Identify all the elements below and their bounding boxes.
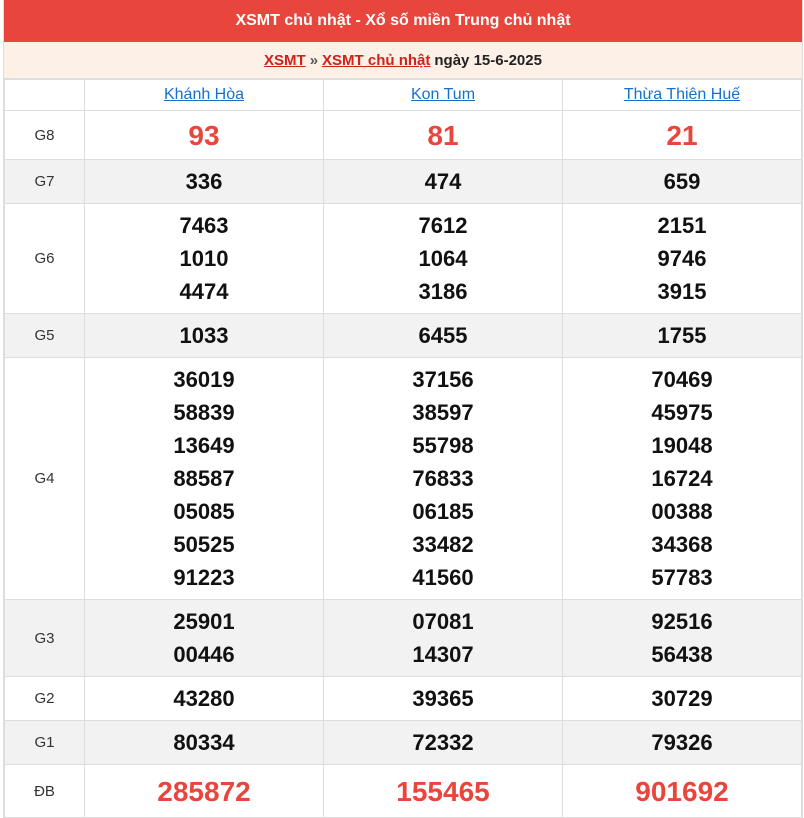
result-number: 33482 [412, 532, 474, 557]
result-cell [324, 314, 563, 358]
result-number: 93 [188, 119, 220, 151]
prize-row-g8 [5, 111, 802, 160]
result-number: 901692 [635, 775, 729, 807]
result-number: 70469 [651, 367, 713, 392]
result-number: 36019 [173, 367, 235, 392]
result-number: 92516 [651, 609, 713, 634]
province-link-thua-thien-hue[interactable]: Thừa Thiên Huế [623, 86, 741, 103]
result-number: 91223 [173, 565, 235, 590]
prize-label: G8 [5, 111, 85, 160]
prize-label: G3 [5, 600, 85, 677]
result-cell [563, 358, 802, 600]
result-number: 659 [663, 169, 701, 194]
breadcrumb-separator: » [309, 51, 319, 69]
prize-label: G6 [5, 204, 85, 314]
result-cell [85, 204, 324, 314]
prize-row-g3 [5, 600, 802, 677]
result-number: 30729 [651, 686, 713, 711]
result-number: 57783 [651, 565, 713, 590]
prize-row-g2 [5, 677, 802, 721]
draw-date: ngày 15-6-2025 [434, 51, 542, 69]
results-container [3, 0, 803, 818]
result-number: 7463 [179, 213, 229, 238]
result-number: 56438 [651, 642, 713, 667]
result-number: 88587 [173, 466, 235, 491]
prize-row-db [5, 765, 802, 818]
result-number: 06185 [412, 499, 474, 524]
prize-label: G2 [5, 677, 85, 721]
result-cell [563, 111, 802, 160]
result-number: 58839 [173, 400, 235, 425]
result-cell [563, 204, 802, 314]
result-cell [324, 765, 563, 818]
result-number: 1064 [418, 246, 468, 271]
result-cell [85, 765, 324, 818]
result-number: 1755 [657, 323, 707, 348]
result-number: 00388 [651, 499, 713, 524]
page-title: XSMT chủ nhật - Xổ số miền Trung chủ nhật [4, 0, 802, 42]
province-link-kon-tum[interactable]: Kon Tum [410, 86, 476, 103]
result-number: 34368 [651, 532, 713, 557]
result-number: 14307 [412, 642, 474, 667]
result-cell [563, 721, 802, 765]
result-cell [324, 111, 563, 160]
result-number: 76833 [412, 466, 474, 491]
result-number: 2151 [657, 213, 707, 238]
result-number: 3915 [657, 279, 707, 304]
result-cell [85, 600, 324, 677]
result-cell [85, 111, 324, 160]
prize-row-g1 [5, 721, 802, 765]
result-number: 07081 [412, 609, 474, 634]
result-number: 7612 [418, 213, 468, 238]
prize-label: G1 [5, 721, 85, 765]
result-cell [324, 204, 563, 314]
result-number: 72332 [412, 730, 474, 755]
result-cell [85, 358, 324, 600]
result-cell [563, 677, 802, 721]
prize-header-cell [5, 80, 85, 111]
prize-label: G4 [5, 358, 85, 600]
results-table [4, 79, 802, 818]
result-cell [324, 721, 563, 765]
result-number: 41560 [412, 565, 474, 590]
result-cell [85, 721, 324, 765]
result-number: 39365 [412, 686, 474, 711]
province-link-khanh-hoa[interactable]: Khánh Hòa [163, 86, 245, 103]
result-number: 1010 [179, 246, 229, 271]
result-number: 16724 [651, 466, 713, 491]
result-number: 05085 [173, 499, 235, 524]
result-cell [85, 160, 324, 204]
prize-label: G5 [5, 314, 85, 358]
prize-row-g6 [5, 204, 802, 314]
result-number: 336 [185, 169, 223, 194]
result-cell [324, 358, 563, 600]
result-number: 3186 [418, 279, 468, 304]
result-number: 50525 [173, 532, 235, 557]
result-cell [85, 314, 324, 358]
result-cell [324, 600, 563, 677]
prize-label: ĐB [5, 765, 85, 818]
breadcrumb-link-xsmt[interactable]: XSMT [264, 51, 306, 69]
prize-row-g7 [5, 160, 802, 204]
result-cell [85, 677, 324, 721]
result-number: 285872 [157, 775, 251, 807]
prize-label: G7 [5, 160, 85, 204]
result-number: 1033 [179, 323, 229, 348]
result-number: 45975 [651, 400, 713, 425]
result-cell [563, 314, 802, 358]
result-number: 79326 [651, 730, 713, 755]
result-number: 474 [424, 169, 462, 194]
result-number: 6455 [418, 323, 468, 348]
result-number: 19048 [651, 433, 713, 458]
result-number: 4474 [179, 279, 229, 304]
result-number: 155465 [396, 775, 490, 807]
breadcrumb [4, 42, 802, 79]
result-number: 00446 [173, 642, 235, 667]
result-cell [324, 160, 563, 204]
result-number: 55798 [412, 433, 474, 458]
prize-row-g5 [5, 314, 802, 358]
result-cell [563, 600, 802, 677]
prize-row-g4 [5, 358, 802, 600]
province-header-row [5, 80, 802, 111]
result-cell [324, 677, 563, 721]
result-number: 81 [427, 119, 459, 151]
result-cell [563, 765, 802, 818]
result-number: 25901 [173, 609, 235, 634]
result-number: 80334 [173, 730, 235, 755]
result-number: 37156 [412, 367, 474, 392]
result-cell [563, 160, 802, 204]
result-number: 13649 [173, 433, 235, 458]
result-number: 43280 [173, 686, 235, 711]
result-number: 21 [666, 119, 698, 151]
breadcrumb-link-xsmt-sunday[interactable]: XSMT chủ nhật [322, 51, 431, 69]
result-number: 38597 [412, 400, 474, 425]
result-number: 9746 [657, 246, 707, 271]
